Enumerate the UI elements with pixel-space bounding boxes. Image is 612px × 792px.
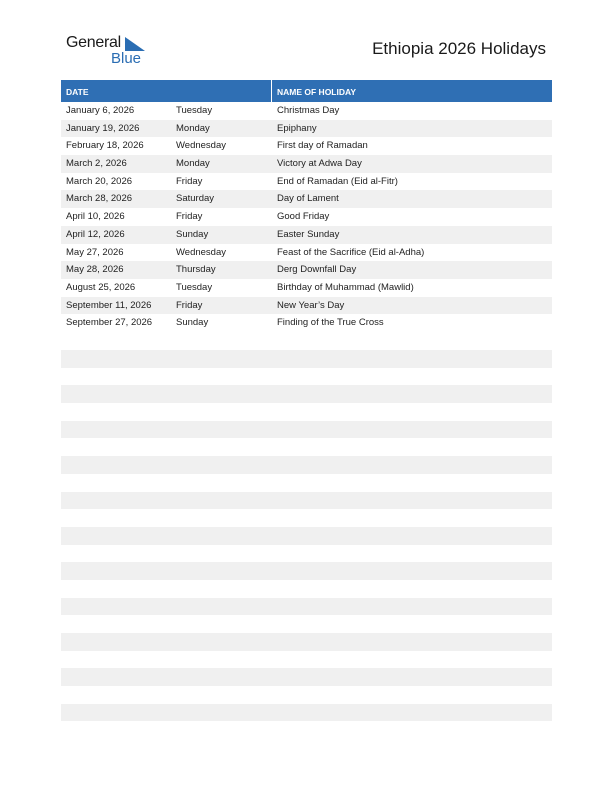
table-row [61, 102, 552, 120]
table-row [61, 190, 552, 208]
row-date: April 10, 2026 [66, 211, 125, 223]
row-holiday-name: Feast of the Sacrifice (Eid al-Adha) [277, 246, 425, 258]
empty-row [61, 438, 552, 456]
empty-row [61, 474, 552, 492]
row-holiday-name: Finding of the True Cross [277, 317, 384, 329]
table-body [61, 102, 552, 332]
header-divider [271, 80, 272, 102]
row-holiday-name: End of Ramadan (Eid al-Fitr) [277, 175, 398, 187]
holiday-table [61, 80, 552, 332]
row-weekday: Sunday [176, 317, 209, 329]
blank-rows [61, 350, 552, 721]
row-date: August 25, 2026 [66, 281, 136, 293]
row-weekday: Wednesday [176, 140, 226, 152]
row-date: March 28, 2026 [66, 193, 133, 205]
table-row [61, 261, 552, 279]
row-holiday-name: Epiphany [277, 122, 317, 134]
empty-row [61, 686, 552, 704]
row-weekday: Tuesday [176, 105, 213, 116]
row-holiday-name: Day of Lament [277, 193, 339, 205]
table-row [61, 244, 552, 262]
row-weekday: Friday [176, 175, 203, 187]
empty-row [61, 492, 552, 510]
row-weekday: Monday [176, 158, 210, 170]
row-date: March 2, 2026 [66, 158, 127, 170]
empty-row [61, 385, 552, 403]
row-weekday: Saturday [176, 193, 215, 205]
empty-row [61, 368, 552, 386]
table-row [61, 279, 552, 297]
empty-row [61, 509, 552, 527]
row-date: May 27, 2026 [66, 246, 124, 258]
row-weekday: Friday [176, 299, 203, 311]
empty-row [61, 527, 552, 545]
table-row [61, 120, 552, 138]
row-holiday-name: Birthday of Muhammad (Mawlid) [277, 281, 414, 293]
row-weekday: Thursday [176, 264, 216, 276]
empty-row [61, 651, 552, 669]
row-weekday: Wednesday [176, 246, 226, 258]
empty-row [61, 421, 552, 439]
empty-row [61, 456, 552, 474]
page-title: Ethiopia 2026 Holidays [372, 39, 546, 58]
table-row [61, 226, 552, 244]
table-row [61, 297, 552, 315]
row-date: January 19, 2026 [66, 122, 140, 134]
logo-word-blue: Blue [111, 50, 142, 67]
empty-row [61, 545, 552, 563]
row-holiday-name: Christmas Day [277, 105, 340, 116]
table-row [61, 314, 552, 332]
row-date: March 20, 2026 [66, 175, 133, 187]
row-holiday-name: Victory at Adwa Day [277, 158, 362, 170]
table-row [61, 155, 552, 173]
table-row [61, 173, 552, 191]
row-date: May 28, 2026 [66, 264, 124, 276]
row-weekday: Friday [176, 211, 203, 223]
row-weekday: Tuesday [176, 281, 213, 293]
empty-row [61, 562, 552, 580]
row-date: February 18, 2026 [66, 140, 144, 152]
empty-row [61, 350, 552, 368]
row-date: September 27, 2026 [66, 317, 153, 329]
empty-row [61, 615, 552, 633]
header-holiday-name: NAME OF HOLIDAY [277, 87, 357, 97]
row-holiday-name: New Year’s Day [277, 299, 345, 311]
row-date: April 12, 2026 [66, 228, 125, 240]
empty-row [61, 403, 552, 421]
row-holiday-name: Derg Downfall Day [277, 264, 357, 276]
empty-row [61, 633, 552, 651]
empty-row [61, 580, 552, 598]
empty-row [61, 704, 552, 722]
row-weekday: Monday [176, 122, 210, 134]
row-holiday-name: Good Friday [277, 211, 330, 223]
row-date: September 11, 2026 [66, 299, 152, 311]
logo-triangle-icon [125, 37, 145, 51]
table-row [61, 208, 552, 226]
logo-word-general: General [66, 34, 121, 51]
row-weekday: Sunday [176, 228, 209, 240]
table-row [61, 137, 552, 155]
table-header [61, 80, 552, 102]
row-date: January 6, 2026 [66, 105, 135, 116]
header-date: DATE [66, 87, 89, 97]
row-holiday-name: First day of Ramadan [277, 140, 368, 152]
empty-row [61, 598, 552, 616]
generalblue-logo [66, 34, 156, 68]
row-holiday-name: Easter Sunday [277, 228, 340, 240]
empty-row [61, 668, 552, 686]
